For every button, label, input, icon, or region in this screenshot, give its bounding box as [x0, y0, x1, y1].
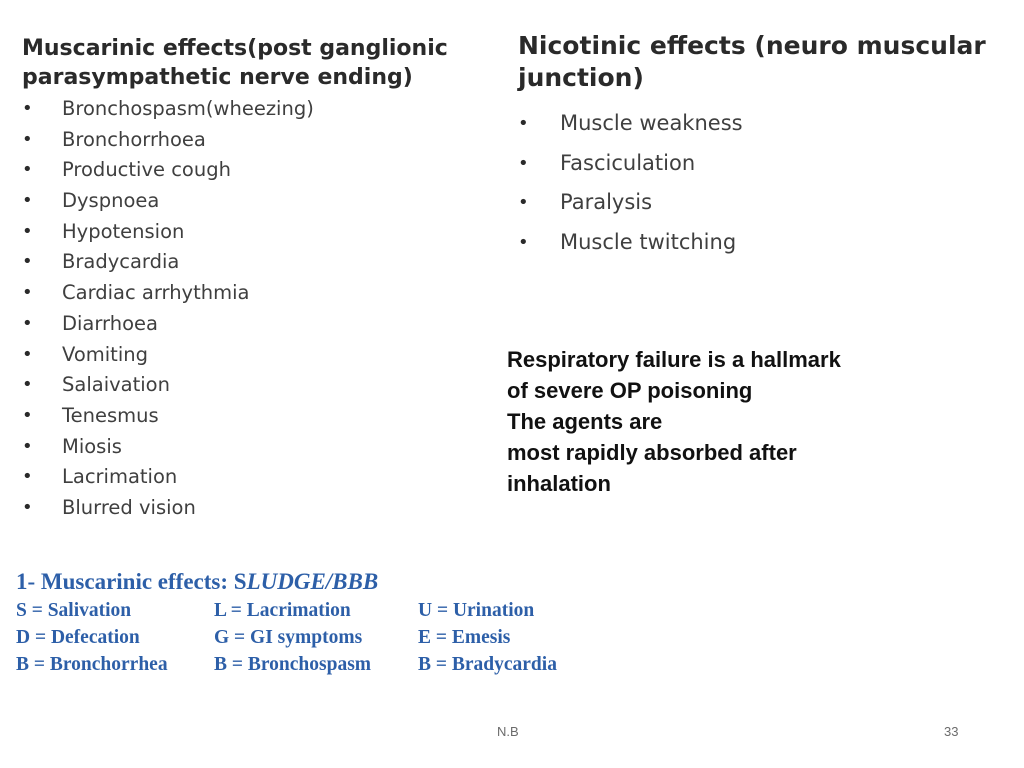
bullet-icon: •	[22, 466, 33, 488]
list-item-label: Muscle twitching	[560, 229, 737, 254]
bullet-icon: •	[22, 128, 33, 150]
note-line: of severe OP poisoning	[507, 378, 753, 403]
bullet-icon: •	[22, 251, 33, 273]
list-item	[22, 370, 492, 401]
list-item	[22, 462, 492, 493]
respiratory-note	[507, 344, 997, 499]
bullet-icon: •	[22, 435, 33, 457]
list-item	[22, 340, 492, 371]
list-item	[518, 223, 998, 263]
muscarinic-list	[22, 94, 492, 524]
sludge-title-prefix: 1- Muscarinic effects: S	[16, 569, 247, 594]
note-line: The agents are	[507, 409, 663, 434]
nicotinic-heading	[518, 30, 998, 94]
bullet-icon: •	[22, 220, 33, 242]
list-item	[22, 186, 492, 217]
list-item	[22, 125, 492, 156]
list-item-label: Bronchospasm(wheezing)	[62, 97, 314, 120]
list-item-label: Paralysis	[560, 190, 653, 214]
table-cell: D = Defecation	[16, 627, 140, 648]
slide-number: 33	[944, 724, 959, 739]
muscarinic-section	[22, 34, 492, 524]
list-item	[518, 183, 998, 223]
muscarinic-heading-line1: Muscarinic effects(post ganglionic	[22, 36, 448, 61]
list-item-label: Muscle weakness	[560, 111, 743, 135]
bullet-icon: •	[22, 404, 33, 426]
list-item	[22, 493, 492, 524]
list-item-label: Hypotension	[62, 219, 185, 243]
bullet-icon: •	[22, 374, 33, 396]
sludge-table	[16, 597, 557, 678]
note-line: most rapidly absorbed after	[507, 440, 797, 465]
nicotinic-heading-line1: Nicotinic effects (neuro muscular	[518, 31, 986, 60]
muscarinic-heading-line2: parasympathetic nerve ending)	[22, 65, 413, 90]
list-item	[22, 309, 492, 340]
list-item-label: Vomiting	[62, 342, 148, 366]
nicotinic-heading-line2: junction)	[518, 63, 644, 92]
list-item-label: Lacrimation	[62, 465, 178, 489]
list-item	[22, 278, 492, 309]
list-item-label: Tenesmus	[62, 403, 159, 427]
nicotinic-section	[518, 30, 998, 262]
table-cell: E = Emesis	[418, 627, 511, 648]
list-item-label: Cardiac arrhythmia	[62, 281, 250, 305]
table-cell: B = Bradycardia	[418, 654, 557, 675]
bullet-icon: •	[518, 152, 529, 174]
note-line: inhalation	[507, 471, 611, 496]
list-item	[22, 432, 492, 463]
bullet-icon: •	[22, 312, 33, 334]
list-item	[22, 155, 492, 186]
bullet-icon: •	[22, 282, 33, 304]
list-item	[22, 401, 492, 432]
table-cell: B = Bronchospasm	[214, 654, 372, 675]
note-line: Respiratory failure is a hallmark	[507, 347, 841, 372]
list-item-label: Fasciculation	[560, 150, 696, 175]
table-row	[16, 597, 557, 624]
table-row	[16, 651, 557, 678]
table-row	[16, 624, 557, 651]
bullet-icon: •	[22, 496, 33, 518]
list-item-label: Bradycardia	[62, 250, 180, 274]
list-item-label: Miosis	[62, 434, 122, 458]
footer-author: N.B	[497, 724, 519, 739]
list-item	[518, 104, 998, 144]
table-cell: U = Urination	[418, 600, 535, 621]
sludge-title-mnemonic: LUDGE/BBB	[246, 569, 379, 594]
list-item-label: Dyspnoea	[62, 189, 160, 213]
bullet-icon: •	[22, 159, 33, 181]
bullet-icon: •	[22, 343, 33, 365]
list-item-label: Diarrhoea	[62, 311, 158, 335]
list-item	[22, 247, 492, 278]
list-item	[22, 217, 492, 248]
list-item	[22, 94, 492, 125]
bullet-icon: •	[518, 231, 529, 253]
table-cell: B = Bronchorrhea	[16, 654, 168, 675]
bullet-icon: •	[518, 192, 529, 213]
list-item	[518, 144, 998, 184]
list-item-label: Bronchorrhoea	[62, 127, 206, 151]
bullet-icon: •	[22, 190, 33, 212]
sludge-mnemonic	[16, 567, 596, 678]
list-item-label: Blurred vision	[62, 495, 196, 519]
bullet-icon: •	[518, 113, 529, 134]
muscarinic-heading	[22, 34, 492, 92]
list-item-label: Salaivation	[62, 373, 170, 397]
table-cell: L = Lacrimation	[214, 600, 351, 621]
list-item-label: Productive cough	[62, 158, 231, 182]
table-cell: S = Salivation	[16, 600, 132, 621]
sludge-title	[16, 567, 596, 597]
bullet-icon: •	[22, 98, 33, 119]
table-cell: G = GI symptoms	[214, 627, 363, 648]
nicotinic-list	[518, 104, 998, 262]
